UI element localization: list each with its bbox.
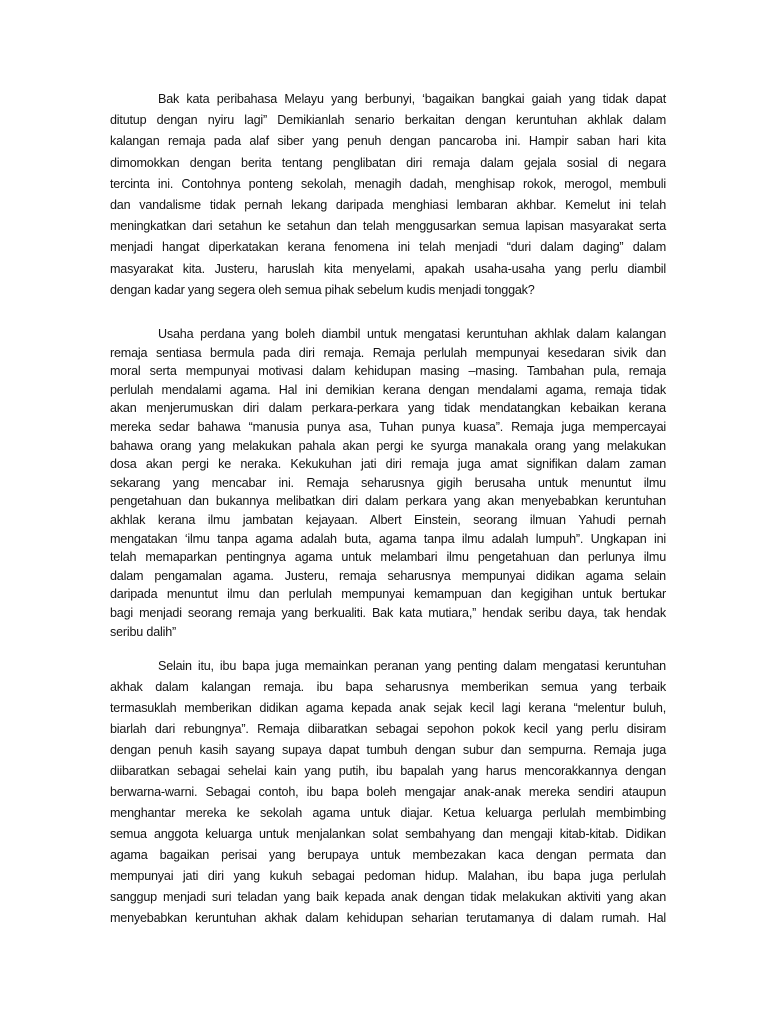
text-line: termasuklah memberikan didikan agama kepada anak sejak kecil lagi kerana “melentur buluh, [110, 701, 666, 715]
text-line: ditutup dengan nyiru lagi” Demikianlah senario berkaitan dengan keruntuhan akhlak dalam [110, 113, 666, 128]
paragraph-3 [110, 656, 666, 929]
text-line: meningkatkan dari setahun ke setahun dan telah menggusarkan semua lapisan masyarakat serta [110, 219, 666, 234]
text-line: masyarakat kita. Justeru, haruslah kita menyelami, apakah usaha-usaha yang perlu diambil [110, 261, 666, 276]
text-line: telah memaparkan pentingnya agama untuk melambari ilmu pengetahuan dan perlunya ilmu [110, 550, 666, 565]
text-line: diibaratkan sebagai sehelai kain yang putih, ibu bapalah yang harus mencorakkannya dengan [110, 764, 666, 778]
text-line: semua anggota keluarga untuk menjalankan solat sembahyang dan mengaji kitab-kitab. Didikan [110, 827, 666, 841]
text-line: pengetahuan dan bukannya melibatkan diri dalam perkara yang akan menyebabkan keruntuhan [110, 494, 666, 509]
text-line: seribu dalih” [110, 624, 177, 639]
text-line: biarlah dari rebungnya”. Remaja diibaratkan sebagai sepohon pokok kecil yang perlu disiram [110, 722, 666, 736]
text-line: perlulah mendalami agama. Hal ini demikian kerana dengan mendalami agama, remaja tidak [110, 382, 666, 397]
text-line: sekarang yang mencabar ini. Remaja seharusnya gigih berusaha untuk menuntut ilmu [110, 475, 666, 490]
text-line: dalam pengamalan agama. Justeru, remaja seharusnya mempunyai didikan agama selain [110, 568, 666, 583]
text-line: sanggup menjadi suri teladan yang baik kepada anak dengan tidak melakukan aktiviti yang akan [110, 890, 666, 904]
text-line: bahawa orang yang melakukan pahala akan pergi ke syurga manakala orang yang melakukan [110, 438, 666, 453]
text-line: menyebabkan keruntuhan akhak dalam kehidupan seharian terutamanya di dalam rumah. Hal [110, 911, 666, 925]
paragraph-2 [110, 325, 666, 641]
text-line: Usaha perdana yang boleh diambil untuk mengatasi keruntuhan akhlak dalam kalangan [158, 327, 666, 341]
text-line: dosa akan pergi ke neraka. Kekukuhan jati diri remaja juga amat signifikan dalam zaman [110, 457, 666, 472]
text-line: Bak kata peribahasa Melayu yang berbunyi, ‘bagaikan bangkai gaiah yang tidak dapat [158, 92, 666, 106]
text-line: daripada menuntut ilmu dan perlulah mempunyai kemampuan dan kegigihan untuk bertukar [110, 587, 666, 602]
text-line: menghantar mereka ke sekolah agama untuk diajar. Ketua keluarga perlulah membimbing [110, 806, 666, 820]
text-line: Selain itu, ibu bapa juga memainkan peranan yang penting dalam mengatasi keruntuhan [158, 659, 666, 673]
text-line: menjadi hangat diperkatakan kerana fenomena ini telah menjadi “duri dalam daging” dalam [110, 240, 666, 255]
text-line: kalangan remaja pada alaf siber yang penuh dengan pancaroba ini. Hampir saban hari kita [110, 134, 666, 149]
text-line: moral serta mempunyai motivasi dalam kehidupan masing –masing. Tambahan pula, remaja [110, 364, 666, 379]
text-line: mempunyai jati diri yang kukuh sebagai pedoman hidup. Malahan, ibu bapa juga perlulah [110, 869, 666, 883]
text-line: dimomokkan dengan berita tentang penglibatan diri remaja dalam gejala sosial di negara [110, 155, 666, 170]
text-line: akhlak kerana ilmu jambatan kejayaan. Albert Einstein, seorang ilmuan Yahudi pernah [110, 512, 666, 527]
text-line: bagi menjadi seorang remaja yang berkualiti. Bak kata mutiara,” hendak seribu daya, tak hendak [110, 605, 666, 620]
text-line: akan menjerumuskan diri dalam perkara-perkara yang tidak mendatangkan kebaikan kerana [110, 401, 666, 416]
text-line: agama bagaikan perisai yang berupaya untuk membezakan kaca dengan permata dan [110, 848, 666, 862]
paragraph-1 [110, 89, 666, 301]
text-line: remaja sentiasa bermula pada diri remaja. Remaja perlulah mempunyai kesedaran sivik dan [110, 345, 666, 360]
text-line: dan vandalisme tidak pernah lekang daripada menghiasi lembaran akhbar. Kemelut ini telah [110, 197, 666, 212]
text-line: tercinta ini. Contohnya ponteng sekolah, menagih dadah, menghisap rokok, merogol, membuli [110, 176, 666, 191]
text-line: akhak dalam kalangan remaja. ibu bapa seharusnya memberikan semua yang terbaik [110, 680, 666, 694]
text-line: berwarna-warni. Sebagai contoh, ibu bapa boleh mengajar anak-anak mereka sendiri ataupun [110, 785, 666, 799]
text-line: dengan kadar yang segera oleh semua pihak sebelum kudis menjadi tonggak? [110, 282, 535, 297]
text-line: mengatakan ‘ilmu tanpa agama adalah buta, agama tanpa ilmu adalah lumpuh”. Ungkapan ini [110, 531, 666, 546]
text-line: dengan penuh kasih sayang supaya dapat tumbuh dengan subur dan sempurna. Remaja juga [110, 743, 666, 757]
text-line: mereka sedar bahawa “manusia punya asa, Tuhan punya kuasa”. Remaja juga mempercayai [110, 419, 666, 434]
